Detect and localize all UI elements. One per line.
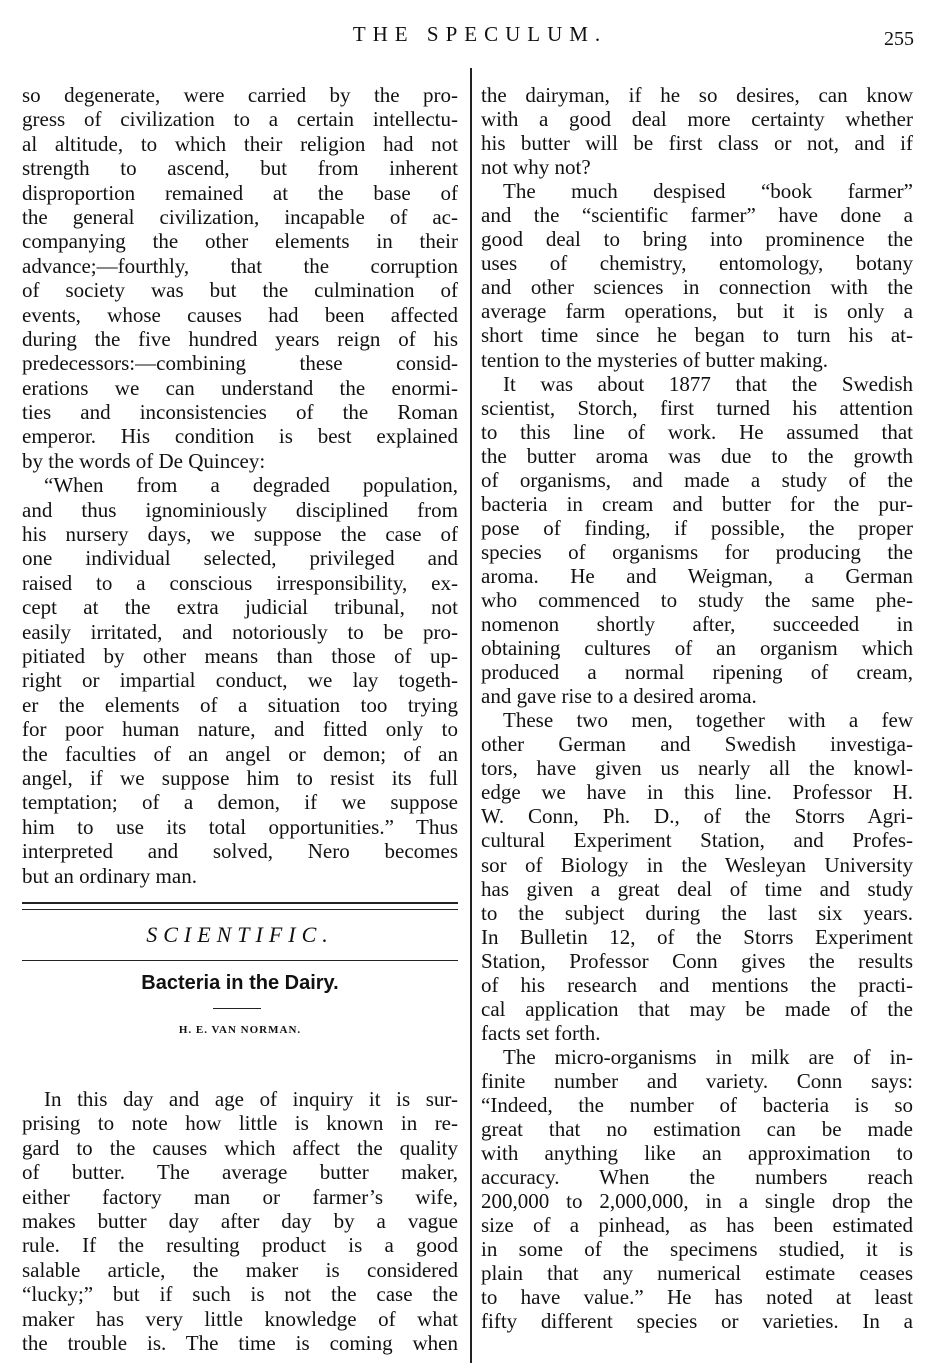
text-line: interpreted and solved, Nero becomes (22, 839, 458, 864)
text-line: short time since he began to turn his at- (481, 323, 913, 348)
text-line: nomenon shortly after, succeeded in (481, 612, 913, 637)
text-line: tention to the mysteries of butter making. (481, 347, 829, 372)
text-line: rule. If the resulting product is a good (22, 1233, 458, 1258)
text-line: and thus ignominiously disciplined from (22, 497, 458, 522)
text-line: gard to the causes which affect the quality (22, 1135, 458, 1160)
article-body-left (22, 1087, 458, 1355)
text-line: by the words of De Quincey: (22, 448, 266, 473)
text-line: and the “scientific farmer” have done a (481, 203, 913, 228)
text-line: makes butter day after day by a vague (22, 1208, 458, 1233)
text-line: the trouble is. The time is coming when (22, 1330, 458, 1355)
text-line: emperor. His condition is best explained (22, 424, 458, 449)
text-line: facts set forth. (481, 1020, 601, 1045)
text-line: during the five hundred years reign of his (22, 326, 458, 351)
text-line: uses of chemistry, entomology, botany (481, 251, 913, 276)
section-heading: SCIENTIFIC. (146, 922, 334, 947)
text-line: either factory man or farmer’s wife, (22, 1184, 458, 1209)
text-line: prising to note how little is known in re- (22, 1111, 458, 1136)
text-line: “lucky;” but if such is not the case the (22, 1282, 458, 1307)
text-line: and gave rise to a desired aroma. (481, 684, 757, 709)
title-short-rule (213, 1008, 261, 1009)
text-line: good deal to bring into prominence the (481, 227, 913, 252)
text-line: The much despised “book farmer” (503, 179, 913, 204)
text-line: It was about 1877 that the Swedish (503, 371, 913, 396)
text-line: The micro-organisms in milk are of in- (503, 1044, 913, 1069)
text-line: angel, if we suppose him to resist its full (22, 765, 458, 790)
text-line: pitiated by other means than those of up- (22, 643, 458, 668)
text-line: easily irritated, and notoriously to be pro- (22, 619, 458, 644)
text-line: scientist, Storch, first turned his attention (481, 395, 913, 420)
text-line: his butter will be first class or not, and if (481, 131, 913, 156)
text-line: average farm operations, but it is only a (481, 299, 913, 324)
text-line: raised to a conscious irresponsibility, ex- (22, 570, 458, 595)
text-line: ties and inconsistencies of the Roman (22, 400, 458, 425)
text-line: of butter. The average butter maker, (22, 1160, 458, 1185)
text-line: cept at the extra judicial tribunal, not (22, 595, 458, 620)
text-line: of society was but the culmination of (22, 278, 458, 303)
section-rule-top-thin (22, 909, 458, 910)
text-line: cultural Experiment Station, and Profes- (481, 828, 913, 853)
text-line: size of a pinhead, as has been estimated (481, 1213, 913, 1238)
text-line: produced a normal ripening of cream, (481, 660, 913, 685)
text-line: gress of civilization to a certain intellectu- (22, 107, 458, 132)
text-line: to have value.” He has noted at least (481, 1285, 913, 1310)
text-line: who commenced to study the same phe- (481, 587, 913, 612)
text-line: finite number and variety. Conn says: (481, 1068, 913, 1093)
text-line: one individual selected, privileged and (22, 546, 458, 571)
text-line: in some of the specimens studied, it is (481, 1237, 913, 1262)
text-line: his nursery days, we suppose the case of (22, 522, 458, 547)
article-author: H. E. VAN NORMAN. (178, 1024, 302, 1036)
text-line: 200,000 to 2,000,000, in a single drop the (481, 1189, 913, 1214)
section-rule-top (22, 902, 458, 904)
text-line: W. Conn, Ph. D., of the Storrs Agri- (481, 804, 913, 829)
text-line: cal application that may be made of the (481, 996, 913, 1021)
text-line: not why not? (481, 155, 591, 180)
text-line: Station, Professor Conn gives the results (481, 948, 913, 973)
text-line: companying the other elements in their (22, 229, 458, 254)
text-line: with anything like an approximation to (481, 1141, 913, 1166)
text-line: with a good deal more certainty whether (481, 107, 913, 132)
section-rule-bottom (22, 960, 458, 961)
text-line: obtaining cultures of an organism which (481, 636, 913, 661)
text-line: species of organisms for producing the (481, 539, 913, 564)
text-line: other German and Swedish investiga- (481, 732, 913, 757)
text-line: so degenerate, were carried by the pro- (22, 83, 458, 107)
text-line: great that no estimation can be made (481, 1117, 913, 1142)
right-column-text (481, 83, 913, 1333)
text-line: predecessors:—combining these consid- (22, 351, 458, 376)
text-line: “When from a degraded population, (44, 473, 458, 498)
text-line: strength to ascend, but from inherent (22, 156, 458, 181)
column-divider (470, 68, 472, 1363)
text-line: right or impartial conduct, we lay togeth- (22, 668, 458, 693)
running-header: THE SPECULUM. (352, 22, 608, 46)
text-line: of organisms, and made a study of the (481, 467, 913, 492)
text-line: to the subject during the last six years. (481, 900, 913, 925)
text-line: events, whose causes had been affected (22, 302, 458, 327)
left-column-text (22, 83, 458, 888)
text-line: and other sciences in connection with the (481, 275, 913, 300)
text-line: These two men, together with a few (503, 708, 913, 733)
text-line: bacteria in cream and butter for the pur- (481, 491, 913, 516)
text-line: sor of Biology in the Wesleyan University (481, 852, 913, 877)
text-line: al altitude, to which their religion had not (22, 131, 458, 156)
text-line: the faculties of an angel or demon; of an (22, 741, 458, 766)
page-number: 255 (884, 28, 914, 50)
text-line: advance;—fourthly, that the corruption (22, 253, 458, 278)
text-line: “Indeed, the number of bacteria is so (481, 1092, 913, 1117)
text-line: salable article, the maker is considered (22, 1257, 458, 1282)
text-line: aroma. He and Weigman, a German (481, 563, 913, 588)
text-line: but an ordinary man. (22, 863, 197, 888)
text-line: the general civilization, incapable of ac- (22, 204, 458, 229)
text-line: pose of finding, if possible, the proper (481, 515, 913, 540)
text-line: In Bulletin 12, of the Storrs Experiment (481, 924, 913, 949)
text-line: maker has very little knowledge of what (22, 1306, 458, 1331)
text-line: him to use its total opportunities.” Thus (22, 814, 458, 839)
text-line: for poor human nature, and fitted only to (22, 717, 458, 742)
text-line: edge we have in this line. Professor H. (481, 780, 913, 805)
text-line: the dairyman, if he so desires, can know (481, 83, 913, 107)
text-line: plain that any numerical estimate ceases (481, 1261, 913, 1286)
article-title: Bacteria in the Dairy. (141, 972, 339, 994)
text-line: has given a great deal of time and study (481, 876, 913, 901)
text-line: In this day and age of inquiry it is sur- (44, 1087, 458, 1111)
text-line: temptation; of a demon, if we suppose (22, 790, 458, 815)
text-line: to this line of work. He assumed that (481, 419, 913, 444)
text-line: of his research and mentions the practi- (481, 972, 913, 997)
text-line: er the elements of a situation too trying (22, 692, 458, 717)
text-line: erations we can understand the enormi- (22, 375, 458, 400)
text-line: accuracy. When the numbers reach (481, 1165, 913, 1190)
text-line: disproportion remained at the base of (22, 180, 458, 205)
text-line: the butter aroma was due to the growth (481, 443, 913, 468)
text-line: fifty different species or varieties. In a (481, 1309, 913, 1334)
text-line: tors, have given us nearly all the knowl- (481, 756, 913, 781)
